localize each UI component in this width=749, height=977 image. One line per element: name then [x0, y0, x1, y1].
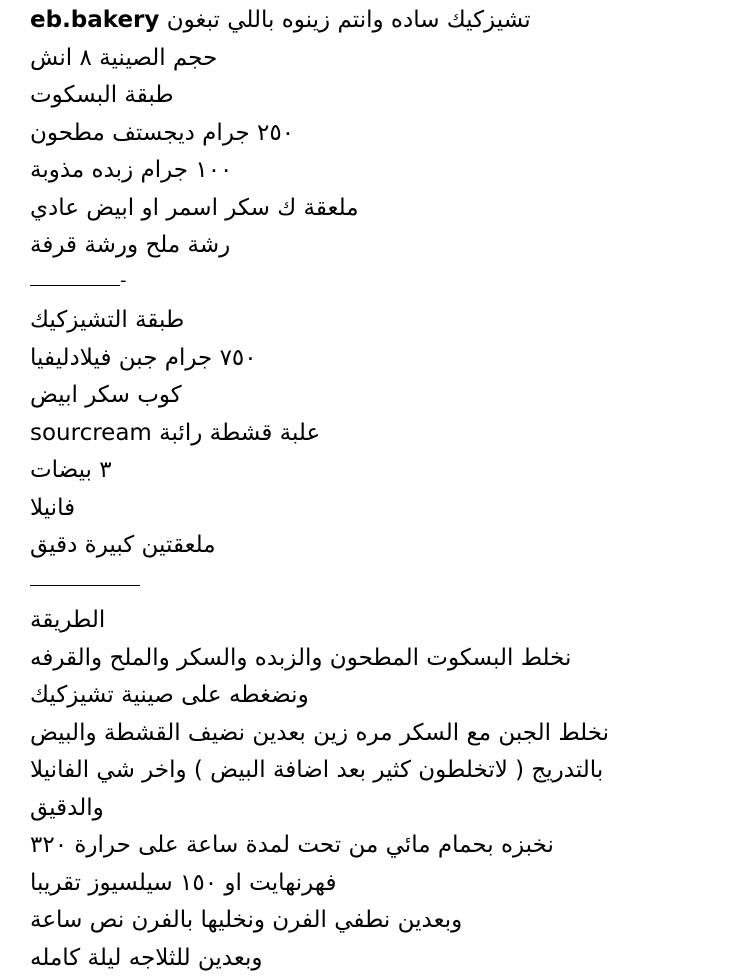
separator-tick: - — [120, 272, 127, 290]
method-line: فهرنهايت او ١٥٠ سيلسيوز تقريبا — [30, 865, 710, 903]
crust-item: رشة ملح ورشة قرفة — [30, 227, 710, 265]
divider-line — [30, 285, 120, 286]
method-line: والدقيق — [30, 790, 710, 828]
filling-item: ٧٥٠ جرام جبن فيلادليفيا — [30, 340, 710, 378]
separator-2 — [30, 565, 710, 603]
pan-size: حجم الصينية ٨ انش — [30, 40, 710, 78]
brand-name: eb.bakery — [30, 2, 159, 40]
crust-heading: طبقة البسكوت — [30, 77, 710, 115]
filling-item: ٣ بيضات — [30, 452, 710, 490]
method-line: وبعدين للثلاجه ليلة كامله — [30, 940, 710, 977]
method-line: نخبزه بحمام مائي من تحت لمدة ساعة على حرارة ٣٢٠ — [30, 827, 710, 865]
filling-item: كوب سكر ابيض — [30, 377, 710, 415]
method-line: ونضغطه على صينية تشيزكيك — [30, 677, 710, 715]
crust-item: ١٠٠ جرام زبده مذوبة — [30, 152, 710, 190]
crust-item: ٢٥٠ جرام ديجستف مطحون — [30, 115, 710, 153]
method-line: نخلط الجبن مع السكر مره زين بعدين نضيف القشطة والبيض — [30, 715, 710, 753]
recipe-title-text: تشيزكيك ساده وانتم زينوه باللي تبغون — [167, 2, 531, 40]
filling-heading: طبقة التشيزكيك — [30, 302, 710, 340]
method-line: بالتدريج ( لاتخلطون كثير بعد اضافة البيض ) واخر شي الفانيلا — [30, 752, 710, 790]
separator-1 — [30, 265, 710, 303]
method-line: نخلط البسكوت المطحون والزبده والسكر والملح والقرفه — [30, 640, 710, 678]
filling-item: ملعقتين كبيرة دقيق — [30, 527, 710, 565]
method-line: وبعدين نطفي الفرن ونخليها بالفرن نص ساعة — [30, 902, 710, 940]
crust-item: ملعقة ك سكر اسمر او ابيض عادي — [30, 190, 710, 228]
filling-item-sourcream — [30, 415, 710, 453]
sourcream-word: sourcream — [30, 415, 152, 453]
filling-item: فانيلا — [30, 490, 710, 528]
sourcream-prefix: علبة قشطة رائبة — [159, 415, 320, 453]
recipe-title — [30, 2, 710, 40]
method-heading: الطريقة — [30, 602, 710, 640]
divider-line — [30, 585, 140, 586]
recipe-body — [30, 2, 710, 977]
